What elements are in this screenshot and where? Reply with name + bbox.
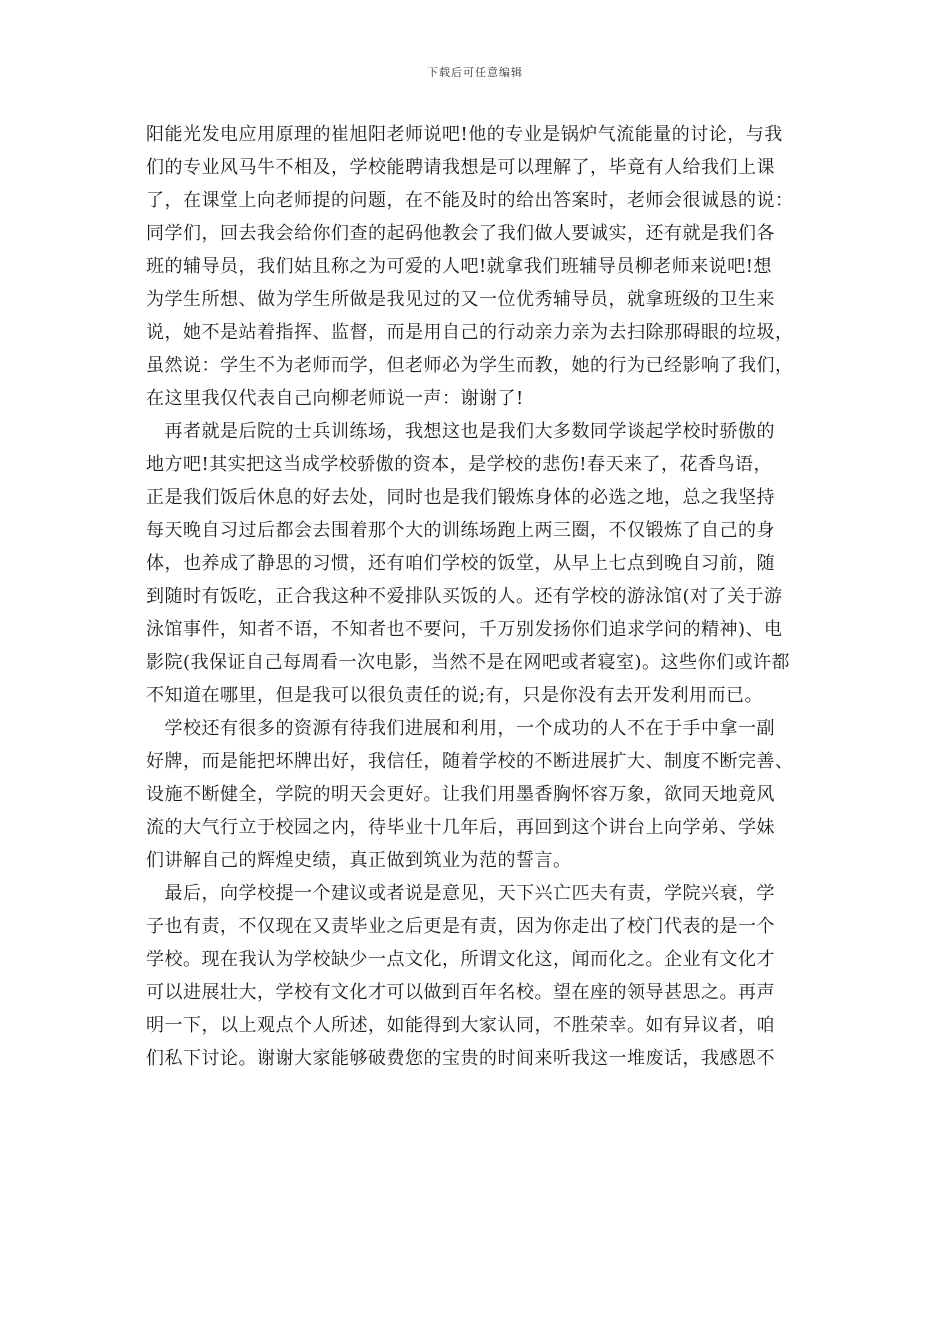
text-line: 了，在课堂上向老师提的问题，在不能及时的给出答案时，老师会很诚恳的说： [146, 190, 794, 211]
text-line: 们的专业风马牛不相及，学校能聘请我想是可以理解了，毕竟有人给我们上课 [146, 157, 775, 178]
text-line: 们讲解自己的辉煌史绩，真正做到筑业为范的誓言。 [146, 850, 572, 871]
text-line: 为学生所想、做为学生所做是我见过的又一位优秀辅导员，就拿班级的卫生来 [146, 289, 775, 310]
text-line: 在这里我仅代表自己向柳老师说一声：谢谢了! [146, 388, 524, 409]
text-line: 体，也养成了静思的习惯，还有咱们学校的饭堂，从早上七点到晚自习前，随 [146, 553, 775, 574]
text-line: 每天晚自习过后都会去围着那个大的训练场跑上两三圈，不仅锻炼了自己的身 [146, 520, 775, 541]
text-line: 可以进展壮大，学校有文化才可以做到百年名校。望在座的领导甚思之。再声 [146, 982, 775, 1003]
text-line: 不知道在哪里，但是我可以很负责任的说;有，只是你没有去开发利用而已。 [146, 685, 764, 706]
text-line: 子也有责，不仅现在又责毕业之后更是有责，因为你走出了校门代表的是一个 [146, 916, 775, 937]
text-line: 学校。现在我认为学校缺少一点文化，所谓文化这，闻而化之。企业有文化才 [146, 949, 775, 970]
text-line: 到随时有饭吃，正合我这种不爱排队买饭的人。还有学校的游泳馆(对了关于游 [146, 586, 783, 607]
text-line: 正是我们饭后休息的好去处，同时也是我们锻炼身体的必选之地，总之我坚持 [146, 487, 775, 508]
text-line: 们私下讨论。谢谢大家能够破费您的宝贵的时间来听我这一堆废话，我感恩不 [146, 1048, 775, 1069]
text-line: 好牌，而是能把坏牌出好，我信任，随着学校的不断进展扩大、制度不断完善、 [146, 751, 794, 772]
text-line: 地方吧!其实把这当成学校骄傲的资本，是学校的悲伤!春天来了，花香鸟语， [146, 454, 772, 475]
text-line: 再者就是后院的士兵训练场，我想这也是我们大多数同学谈起学校时骄傲的 [146, 421, 775, 442]
text-line: 同学们，回去我会给你们查的起码他教会了我们做人要诚实，还有就是我们各 [146, 223, 775, 244]
text-line: 明一下，以上观点个人所述，如能得到大家认同，不胜荣幸。如有异议者，咱 [146, 1015, 775, 1036]
text-line: 虽然说：学生不为老师而学，但老师必为学生而教，她的行为已经影响了我们， [146, 355, 794, 376]
text-line: 泳馆事件，知者不语，不知者也不要问，千万别发扬你们追求学问的精神)、电 [146, 619, 783, 640]
text-line: 阳能光发电应用原理的崔旭阳老师说吧!他的专业是锅炉气流能量的讨论，与我 [146, 124, 783, 145]
text-line: 最后，向学校提一个建议或者说是意见，天下兴亡匹夫有责，学院兴衰，学 [146, 883, 775, 904]
text-line: 班的辅导员，我们姑且称之为可爱的人吧!就拿我们班辅导员柳老师来说吧!想 [146, 256, 772, 277]
document-body [146, 118, 826, 1075]
text-line: 设施不断健全，学院的明天会更好。让我们用墨香胸怀容万象，欲同天地竟风 [146, 784, 775, 805]
text-line: 说，她不是站着指挥、监督，而是用自己的行动亲力亲为去扫除那碍眼的垃圾， [146, 322, 794, 343]
page-header: 下载后可任意编辑 [427, 66, 523, 79]
text-line: 影院(我保证自己每周看一次电影，当然不是在网吧或者寝室)。这些你们或许都 [146, 652, 791, 673]
text-line: 学校还有很多的资源有待我们进展和利用，一个成功的人不在于手中拿一副 [146, 718, 775, 739]
text-line: 流的大气行立于校园之内，待毕业十几年后，再回到这个讲台上向学弟、学妹 [146, 817, 775, 838]
